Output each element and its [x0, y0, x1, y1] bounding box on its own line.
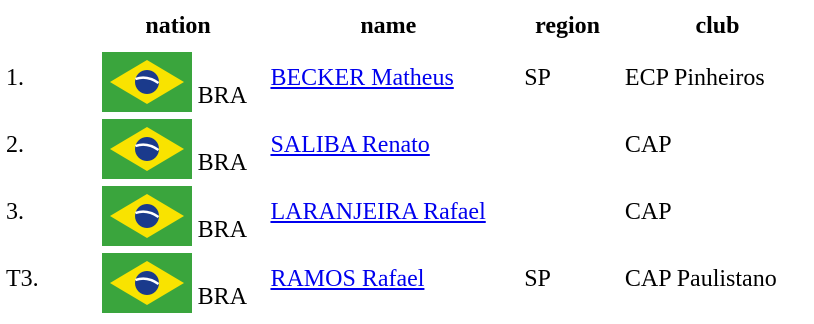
athlete-link[interactable]: LARANJEIRA Rafael	[270, 199, 486, 225]
brazil-flag-icon	[102, 186, 192, 246]
table-row	[0, 119, 814, 186]
region-text: SP	[524, 266, 551, 292]
club-text: CAP	[624, 132, 672, 158]
club-cell	[621, 52, 814, 119]
nation-group	[102, 253, 247, 313]
name-cell	[262, 119, 514, 186]
rank-cell	[0, 253, 94, 320]
nation-cell	[94, 253, 263, 320]
header-club: club	[695, 12, 740, 39]
rank-cell	[0, 119, 94, 186]
header-region: region	[535, 12, 600, 39]
name-cell	[262, 253, 514, 320]
club-text: CAP	[624, 199, 672, 225]
club-cell	[621, 253, 814, 320]
athlete-link[interactable]: RAMOS Rafael	[270, 266, 425, 292]
athlete-link[interactable]: SALIBA Renato	[270, 132, 430, 158]
athlete-link[interactable]: BECKER Matheus	[270, 65, 454, 91]
region-cell	[514, 253, 621, 320]
region-cell	[514, 119, 621, 186]
nation-code: BRA	[197, 284, 248, 310]
club-cell	[621, 186, 814, 253]
brazil-flag-icon	[102, 119, 192, 179]
nation-code: BRA	[197, 83, 248, 109]
header-name: name	[360, 12, 417, 39]
brazil-flag-icon	[102, 253, 192, 313]
club-cell	[621, 119, 814, 186]
nation-cell	[94, 186, 263, 253]
region-cell	[514, 186, 621, 253]
region-text: SP	[524, 65, 551, 91]
rank-text: T3.	[6, 266, 39, 292]
nation-code: BRA	[197, 150, 248, 176]
rank-cell	[0, 186, 94, 253]
rank-text: 1.	[6, 65, 24, 91]
nation-code: BRA	[197, 217, 248, 243]
table-row	[0, 52, 814, 119]
header-row	[0, 0, 814, 52]
club-text: CAP Paulistano	[624, 266, 777, 292]
nation-cell	[94, 52, 263, 119]
rank-text: 2.	[6, 132, 24, 158]
header-rank	[0, 0, 94, 52]
nation-cell	[94, 119, 263, 186]
nation-group	[102, 119, 247, 179]
name-cell	[262, 52, 514, 119]
name-cell	[262, 186, 514, 253]
nation-group	[102, 52, 247, 112]
rank-text: 3.	[6, 199, 24, 225]
nation-group	[102, 186, 247, 246]
club-text: ECP Pinheiros	[624, 65, 765, 91]
table-row	[0, 253, 814, 320]
header-nation: nation	[145, 12, 211, 39]
region-cell	[514, 52, 621, 119]
table-row	[0, 186, 814, 253]
rank-cell	[0, 52, 94, 119]
brazil-flag-icon	[102, 52, 192, 112]
